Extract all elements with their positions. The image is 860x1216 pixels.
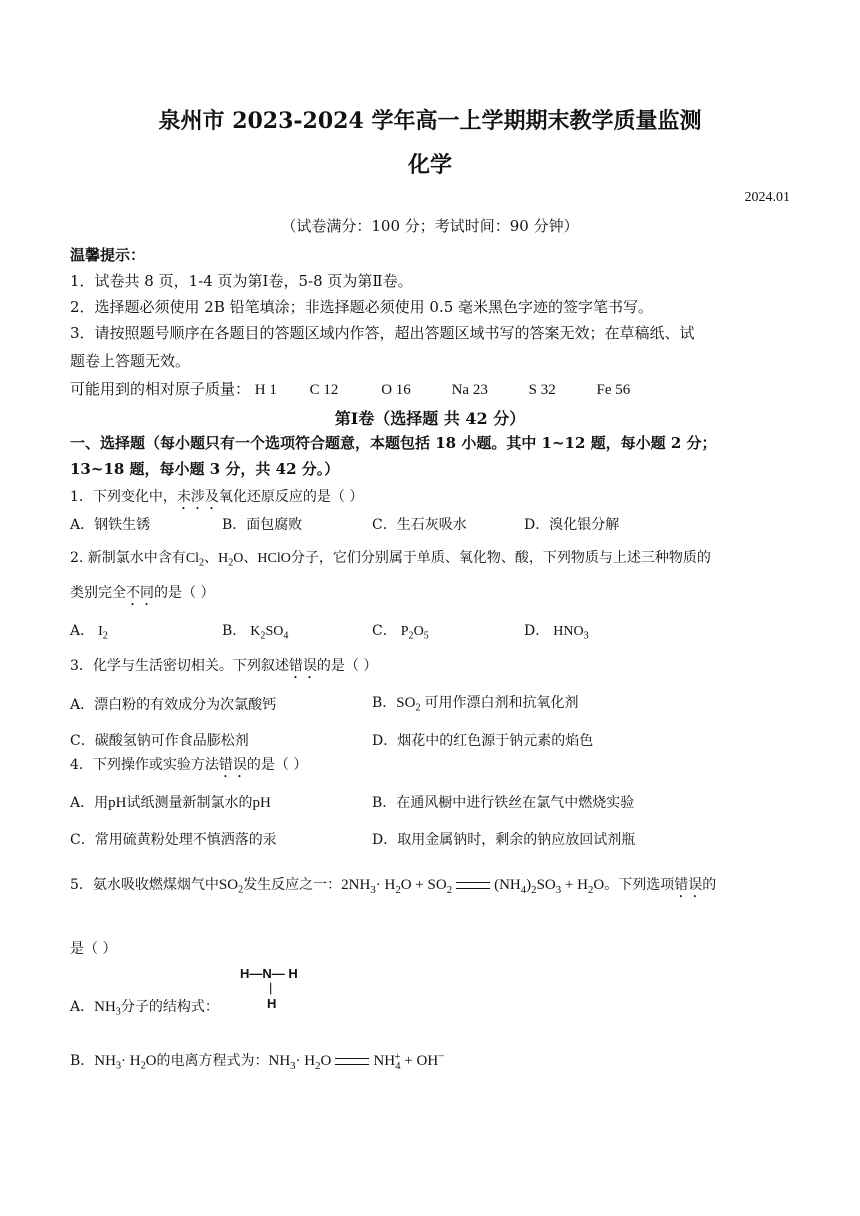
stem-text: 类别完全 <box>70 585 126 601</box>
stem-text: 分子，它们分别属于单质、氧化物、酸，下列物质与上述三种物质的 <box>290 550 711 566</box>
stem-text: 氧化还原反应的是（ ） <box>218 489 364 505</box>
formula-text: (NH <box>494 877 521 893</box>
stem-text: 发生反应之一： <box>243 877 342 893</box>
stem-text: 2. 新制氯水中含有 <box>70 550 186 566</box>
formula-text: pH <box>252 795 271 811</box>
option-label: A． <box>70 999 95 1015</box>
stem-text: 4．下列操作或实验方法 <box>70 757 219 773</box>
formula-text: SO <box>536 877 556 893</box>
section-title: 第Ⅰ卷（选择题 共 42 分） <box>334 409 526 428</box>
struct-text: H <box>267 996 277 1011</box>
formula-text: O <box>413 624 424 639</box>
atomic-masses-label: 可能用到的相对原子质量： <box>70 380 251 398</box>
formula-text: + H <box>561 877 588 893</box>
question-5-option-a[interactable]: A．$NH_3$分子的结构式： <box>70 999 219 1018</box>
question-1-stem <box>70 486 363 513</box>
formula-text: O <box>593 877 605 893</box>
question-4-option-c[interactable]: C．常用硫黄粉处理不慎洒落的汞 <box>70 832 277 848</box>
emphasis-text: 错误 <box>288 658 317 674</box>
nh3-structural-formula <box>240 966 320 1016</box>
atomic-mass-item: Na 23 <box>451 382 488 398</box>
formula-text: H <box>218 551 229 566</box>
formula-text: · H <box>295 1053 316 1069</box>
question-1-option-d[interactable]: D．溴化银分解 <box>524 517 620 533</box>
formula-text: NH <box>373 1053 396 1069</box>
formula-text: O <box>233 551 244 566</box>
option-label: B． <box>70 1053 95 1069</box>
option-text: 分子的结构式： <box>120 999 219 1015</box>
exam-title: 泉州市 2023-2024 学年高一上学期期末教学质量监测 <box>158 108 702 134</box>
question-3-stem <box>70 655 377 682</box>
question-2-stem <box>70 547 711 569</box>
question-5-stem-cont: 是（ ） <box>70 941 117 957</box>
option-text: 的电离方程式为： <box>156 1053 269 1069</box>
struct-text: H—N— H <box>240 966 298 981</box>
tip-item: 1．试卷共 8 页，1-4 页为第Ⅰ卷，5-8 页为第Ⅱ卷。 <box>70 272 413 290</box>
formula-text: NH <box>94 1053 116 1069</box>
question-3-option-b[interactable]: B．$SO_2$ 可用作漂白剂和抗氧化剂 <box>372 695 579 714</box>
formula-text: SO <box>218 877 239 893</box>
stem-text: 。下列选项 <box>604 877 675 893</box>
formula-text: NH <box>94 999 116 1015</box>
formula-text: · H <box>121 1053 141 1069</box>
tip-item: 3．请按照题号顺序在各题目的答题区域内作答，超出答题区域书写的答案无效；在草稿纸、试 <box>70 324 695 342</box>
option-label: A． <box>70 623 95 639</box>
formula-text: pH <box>108 795 127 811</box>
formula-text: · H <box>375 877 396 893</box>
option-text: 可用作漂白剂和抗氧化剂 <box>424 695 579 711</box>
formula-text: P <box>400 624 409 639</box>
option-label: D． <box>524 623 550 639</box>
stem-text: 1．下列变化中， <box>70 489 177 505</box>
formula-text: O <box>320 1053 332 1069</box>
option-label: C． <box>372 623 397 639</box>
question-3-option-d[interactable]: D．烟花中的红色源于钠元素的焰色 <box>372 733 594 749</box>
stem-text: 的 <box>702 877 717 893</box>
reaction-equation: $2NH_3\cdot H_2O + SO_2$ $(NH_4)_2SO_3 + H_2O$ <box>341 877 605 896</box>
option-text: 试纸测量新制氯水的 <box>126 795 253 811</box>
section-instructions: 13~18 题，每小题 3 分，共 42 分。） <box>70 460 340 478</box>
formula-text: 2NH <box>341 877 371 893</box>
atomic-mass-item: S 32 <box>528 382 556 398</box>
question-1-option-c[interactable]: C．生石灰吸水 <box>372 517 467 533</box>
emphasis-text: 错误 <box>674 877 703 893</box>
option-label: B． <box>372 695 397 711</box>
formula-text: O <box>145 1053 157 1069</box>
question-5-stem: 5．氨水吸收燃煤烟气中$SO_2$发生反应之一：$2NH_3\cdot H_2O + SO_2$ $(NH_4)_2SO_3 + H_2O$。下列选项错误的 <box>70 877 717 896</box>
atomic-masses <box>70 378 630 399</box>
option-label: A．用 <box>70 795 109 811</box>
stem-text: 3．化学与生活密切相关。下列叙述 <box>70 658 289 674</box>
formula-text: I <box>98 624 103 639</box>
atomic-mass-item: Fe 56 <box>596 382 631 398</box>
struct-bond: | <box>269 980 273 995</box>
formula-text: SO <box>396 695 416 711</box>
tips-heading: 温馨提示： <box>70 246 146 264</box>
question-1-option-a[interactable]: A．钢铁生锈 <box>70 517 151 533</box>
question-2-stem-cont <box>70 582 214 609</box>
formula-text: Cl <box>185 551 200 566</box>
question-4-option-d[interactable]: D．取用金属钠时，剩余的钠应放回试剂瓶 <box>372 832 636 848</box>
formula-text: K <box>250 624 261 639</box>
question-4-stem <box>70 754 307 781</box>
formula-text: NH <box>268 1053 291 1069</box>
question-4-option-b[interactable]: B．在通风橱中进行铁丝在氯气中燃烧实验 <box>372 795 635 811</box>
tip-item: 2．选择题必须使用 2B 铅笔填涂；非选择题必须使用 0.5 毫米黑色字迹的签字笔书写。 <box>70 298 654 316</box>
formula-text: SO <box>265 624 284 639</box>
equals-sign <box>456 882 490 889</box>
question-1-option-b[interactable]: B．面包腐败 <box>222 517 303 533</box>
atomic-mass-item: H 1 <box>254 382 277 398</box>
exam-date: 2024.01 <box>744 190 790 205</box>
emphasis-text: 不同 <box>126 585 154 601</box>
separator: 、 <box>204 550 219 566</box>
formula-h2o: $H_2O$ <box>218 551 244 569</box>
question-4-option-a[interactable] <box>70 792 271 812</box>
ionization-equation: $NH_3\cdot H_2O$ $NH_4^+ + OH^-$ <box>268 1050 445 1072</box>
section-instructions: 一、选择题（每小题只有一个选项符合题意，本题包括 18 小题。其中 1~12 题，每小题 2 分； <box>70 434 717 452</box>
question-3-option-a[interactable]: A．漂白粉的有效成分为次氯酸钙 <box>70 697 277 713</box>
stem-text: 5．氨水吸收燃煤烟气中 <box>70 877 219 893</box>
tip-item: 题卷上答题无效。 <box>70 352 191 370</box>
question-5-option-b[interactable]: B．$NH_3\cdot H_2O$的电离方程式为：$NH_3\cdot H_2O$ $NH_4^+ + OH^-$ <box>70 1050 445 1072</box>
formula-text: ) <box>526 877 532 893</box>
stem-text: 的是（ ） <box>154 585 215 601</box>
exam-subject: 化学 <box>407 152 452 178</box>
formula-cl2: $Cl_2$ <box>185 551 205 569</box>
question-2-option-a[interactable]: A． $I_2$ <box>70 623 108 642</box>
question-3-option-c[interactable]: C．碳酸氢钠可作食品膨松剂 <box>70 733 249 749</box>
formula-text: HNO <box>553 624 584 639</box>
question-2-option-c[interactable]: C． $P_2O_5$ <box>372 623 429 642</box>
atomic-mass-item: O 16 <box>381 382 411 398</box>
question-2-option-b[interactable]: B． $K_2SO_4$ <box>222 623 289 642</box>
atomic-mass-item: C 12 <box>309 382 339 398</box>
option-label: B． <box>222 623 247 639</box>
stem-text: 的是（ ） <box>316 658 378 674</box>
separator: 、 <box>243 550 258 566</box>
formula-text: + OH <box>400 1053 439 1069</box>
stem-text: 的是（ ） <box>246 757 308 773</box>
equals-sign <box>335 1058 369 1065</box>
formula-hclo: HClO <box>257 551 291 566</box>
formula-text: O + SO <box>400 877 447 893</box>
exam-info: （试卷满分：100 分；考试时间：90 分钟） <box>281 217 579 235</box>
emphasis-text: 未涉及 <box>176 489 219 505</box>
question-2-option-d[interactable]: D． $HNO_3$ <box>524 623 589 642</box>
emphasis-text: 错误 <box>218 757 247 773</box>
